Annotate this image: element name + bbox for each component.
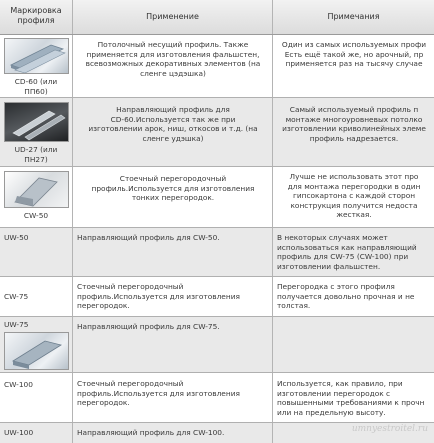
table-row (0, 373, 434, 423)
marking-cell (0, 98, 73, 166)
usage-text: Стоечный перегородочный профиль.Используется для изготовления перегородок. (77, 379, 240, 408)
usage-cell (73, 277, 273, 316)
notes-cell (273, 373, 434, 422)
notes-cell (273, 167, 434, 227)
notes-cell (273, 35, 434, 97)
usage-text: Направляющий профиль для CW-75. (77, 322, 220, 331)
site-watermark: umnyestroitel.ru (351, 424, 428, 434)
profile-marking: UW-75 (4, 320, 29, 329)
table-row (0, 317, 434, 373)
marking-cell (0, 317, 73, 372)
header-cell-usage (73, 0, 273, 34)
header-cell-marking (0, 0, 73, 34)
profile-marking: UD-27 (или ПН27) (14, 145, 58, 164)
marking-cell (0, 228, 73, 276)
notes-cell (273, 228, 434, 276)
header-usage-label: Применение (146, 12, 199, 21)
uw75-profile-photo (4, 332, 69, 370)
table-row (0, 277, 434, 317)
profile-marking: CD-60 (или ПП60) (14, 77, 58, 96)
table-row (0, 35, 434, 98)
profile-marking: UW-100 (4, 428, 34, 437)
usage-text: Стоечный перегородочный профиль.Используется для изготовления перегородок. (77, 282, 240, 311)
ud27-profile-photo (4, 102, 69, 142)
marking-cell (0, 373, 73, 422)
marking-cell (0, 35, 73, 97)
profile-marking: UW-50 (4, 233, 29, 242)
table-row (0, 228, 434, 277)
notes-text: Один из самых используемых профи Есть ещё такой же, но арочный, пр применяется раз на тысячу случае (281, 40, 427, 69)
cd60-profile-photo (4, 38, 69, 74)
marking-cell (0, 423, 73, 443)
profile-marking: CW-50 (23, 211, 49, 220)
usage-text: Направляющий профиль для CW-50. (77, 233, 220, 242)
usage-text: Направляющий профиль для CW-100. (77, 428, 225, 437)
usage-cell (73, 98, 273, 166)
profile-illustration (5, 103, 69, 142)
notes-text: Самый используемый профиль п монтаже многоуровневых потолко изготовлении криволинейных элеме профиль надрезается. (282, 105, 426, 143)
usage-cell (73, 373, 273, 422)
usage-cell (73, 423, 273, 443)
header-cell-notes (273, 0, 434, 34)
notes-text: Используется, как правило, при изготовлении перегородок с повышенными требованиями к прочн или на предельную высоту. (277, 379, 425, 417)
profile-marking: CW-100 (4, 380, 33, 389)
usage-text: Стоечный перегородочный профиль.Используется для изготовления тонких перегородок. (91, 174, 255, 203)
profile-illustration (5, 333, 69, 370)
usage-cell (73, 167, 273, 227)
table-header (0, 0, 434, 35)
usage-text: Направляющий профиль для CD-60.Используется так же при изготовлении арок, ниш, откосов и т.д. (на сленге удэшка) (88, 105, 258, 143)
profile-illustration (5, 172, 69, 208)
profile-illustration (5, 39, 69, 74)
table-row (0, 98, 434, 167)
header-notes-label: Примечания (327, 12, 380, 21)
notes-text: Перегородка с этого профиля получается довольно прочная и не толстая. (277, 282, 415, 311)
profile-marking: CW-75 (4, 292, 29, 301)
marking-cell (0, 167, 73, 227)
cw50-profile-photo (4, 171, 69, 208)
usage-cell (73, 317, 273, 372)
notes-cell (273, 98, 434, 166)
notes-cell (273, 317, 434, 372)
notes-text: В некоторых случаях может использоваться как направляющий профиль для CW-75 (CW-100) при изготовлении фальшстен. (277, 233, 417, 271)
marking-cell (0, 277, 73, 316)
table-row (0, 167, 434, 228)
usage-cell (73, 228, 273, 276)
header-marking-label: Маркировка профиля (10, 6, 62, 25)
usage-cell (73, 35, 273, 97)
usage-text: Потолочный несущий профиль. Также применяется для изготовления фальшстен, всевозможных декоративных элементов (на сленге цэдэшка) (85, 40, 261, 78)
notes-cell (273, 277, 434, 316)
notes-text: Лучше не использовать этот про для монтажа перегородки в один гипсокартона с каждой сторон конструкция получится недоста жесткая. (287, 172, 421, 220)
